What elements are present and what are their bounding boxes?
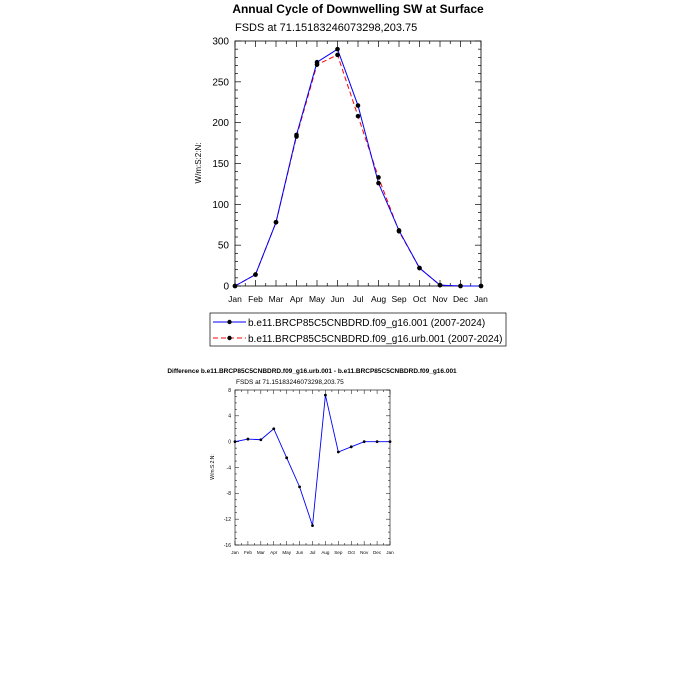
data-point [479,284,484,289]
x-tick-label: Jan [228,294,242,304]
legend-marker [227,336,231,340]
y-tick-label: -8 [226,491,231,498]
bottom-chart-title: Difference b.e11.BRCP85C5CNBDRD.f09_g16.urb.001 - b.e11.BRCP85C5CNBDRD.f09_g16.001 [167,368,457,375]
y-tick-label: -16 [223,542,231,549]
y-tick-label: 50 [217,240,229,252]
data-point [337,451,340,454]
data-point [356,103,361,108]
legend-item [213,334,502,345]
y-tick-label: 8 [228,387,231,394]
data-point [253,272,258,277]
data-point [356,114,361,119]
x-tick-label: Jun [330,294,345,304]
data-point [417,266,422,271]
bottom-plot-area [224,388,394,555]
plot-frame [235,41,481,286]
legend-label: b.e11.BRCP85C5CNBDRD.f09_g16.001 (2007-2024) [248,318,486,329]
x-tick-label: Jan [386,550,394,555]
x-tick-label: Dec [452,294,469,304]
x-tick-label: May [308,294,326,304]
data-point [335,47,340,52]
data-point [247,438,250,441]
data-point [397,229,402,234]
x-tick-label: Dec [372,550,382,555]
data-point [458,284,463,289]
legend-label: b.e11.BRCP85C5CNBDRD.f09_g16.urb.001 (2007-2024) [248,334,503,345]
data-point [233,284,238,289]
x-tick-label: Sep [334,550,343,555]
y-tick-label: 250 [212,77,229,89]
series-line [235,55,481,286]
legend-item [213,318,485,329]
data-point [272,427,275,430]
data-point [389,440,392,443]
x-tick-label: Nov [432,294,448,304]
data-point [376,181,381,186]
x-tick-label: Aug [370,294,387,304]
data-point [259,438,262,441]
top-chart-title: Annual Cycle of Downwelling SW at Surface [232,2,484,16]
y-tick-label: -4 [226,465,231,472]
y-tick-label: 4 [228,413,231,420]
data-point [335,53,340,58]
x-tick-label: Jul [352,294,364,304]
x-tick-label: Nov [360,550,369,555]
data-point [285,456,288,459]
x-tick-label: Jan [474,294,488,304]
data-point [298,485,301,488]
data-point [294,134,299,139]
bottom-chart-ylabel: W/m:S:2:N: [210,454,216,480]
legend-marker [227,320,231,324]
x-tick-label: Mar [256,550,265,555]
top-chart-subtitle: FSDS at 71.15183246073298,203.75 [235,22,418,34]
series-line [235,395,390,525]
x-tick-label: Feb [248,294,263,304]
y-tick-label: 0 [228,439,231,446]
x-tick-label: Aug [321,550,330,555]
data-point [376,175,381,180]
x-tick-label: Apr [289,294,304,304]
x-tick-label: Jan [231,550,239,555]
data-point [438,283,443,288]
data-point [234,440,237,443]
legend [210,313,506,346]
data-point [376,440,379,443]
x-tick-label: Jul [309,550,316,555]
y-tick-label: 100 [212,199,229,211]
x-tick-label: May [282,550,292,555]
top-chart-ylabel: W/m:S:2:N: [194,142,203,184]
x-tick-label: Oct [347,550,355,555]
data-point [311,524,314,527]
series-line [235,49,481,286]
bottom-chart-subtitle: FSDS at 71.15183246073298,203.75 [236,379,344,386]
x-tick-label: Feb [243,550,252,555]
y-tick-label: 300 [212,36,229,48]
x-tick-label: Apr [270,550,278,555]
top-plot-area [212,37,488,305]
y-tick-label: -12 [223,516,231,523]
data-point [350,445,353,448]
y-tick-label: 0 [223,281,229,293]
data-point [363,440,366,443]
data-point [324,394,327,397]
y-tick-label: 150 [212,159,229,170]
y-tick-label: 200 [212,118,229,130]
data-point [274,220,279,225]
x-tick-label: Sep [391,294,407,304]
x-tick-label: Jun [295,550,304,555]
data-point [315,62,320,67]
x-tick-label: Mar [268,294,284,304]
x-tick-label: Oct [412,294,427,304]
